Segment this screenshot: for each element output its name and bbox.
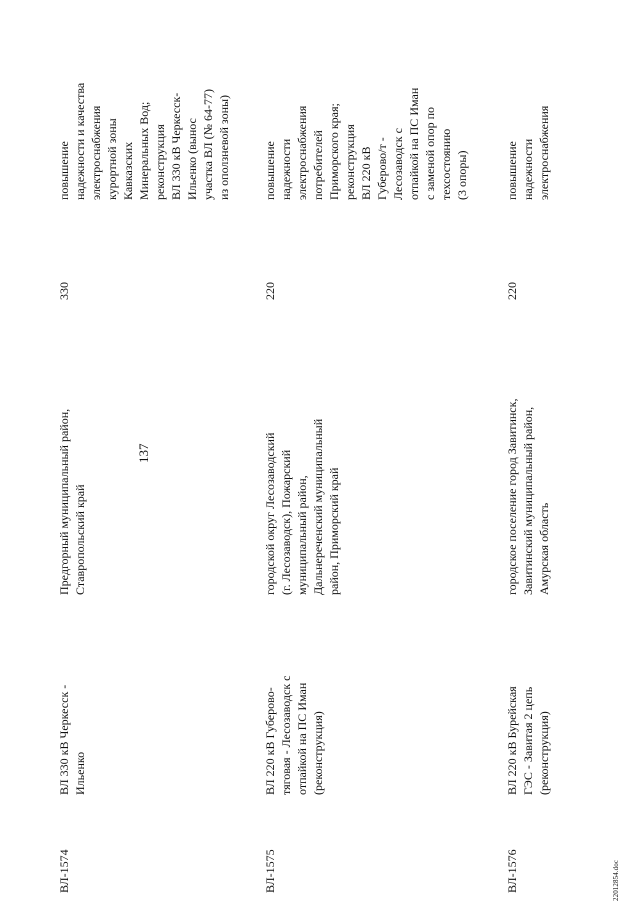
object-location: Предгорный муниципальный район, Ставропольский край	[57, 408, 87, 595]
document-filename: 22012854.doc	[612, 859, 620, 901]
object-voltage: 220	[505, 282, 519, 300]
object-name: ВЛ 220 кВ Бурейская ГЭС - Завитая 2 цепь (реконструкция)	[505, 686, 551, 795]
page-number: 137	[136, 443, 151, 463]
object-code: ВЛ-1576	[505, 849, 519, 893]
object-purpose: повышение надежности электроснабжения потребителей Приморского края; реконструкция ВЛ 220 кВ Губерово/т - Лесозаводск с отпайкой на ПС Иман с заменой опор по техсостоянию (3 опоры)	[263, 87, 469, 200]
object-purpose: повышение надежности электроснабжения	[505, 105, 551, 200]
object-location: городское поселение город Завитинск, Завитинский муниципальный район, Амурская область	[505, 398, 551, 595]
object-name: ВЛ 220 кВ Губерово- тяговая - Лесозаводск с отпайкой на ПС Иман (реконструкция)	[263, 675, 325, 795]
object-purpose: повышение надежности и качества электроснабжения курортной зоны Кавказских Минеральных Вод; реконструкция ВЛ 330 кВ Черкесск- Ильенко (вынос участка ВЛ (№ 64-77) из оползневой зоны)	[57, 82, 231, 200]
object-code: ВЛ-1575	[263, 849, 277, 893]
object-location: городской округ Лесозаводский (г. Лесозаводск), Пожарский муниципальный район, Дальнереченский муниципальный район, Приморский край	[263, 418, 341, 595]
object-voltage: 330	[57, 282, 71, 300]
object-code: ВЛ-1574	[57, 849, 71, 893]
object-voltage: 220	[263, 282, 277, 300]
object-name: ВЛ 330 кВ Черкесск - Ильенко	[57, 684, 87, 795]
